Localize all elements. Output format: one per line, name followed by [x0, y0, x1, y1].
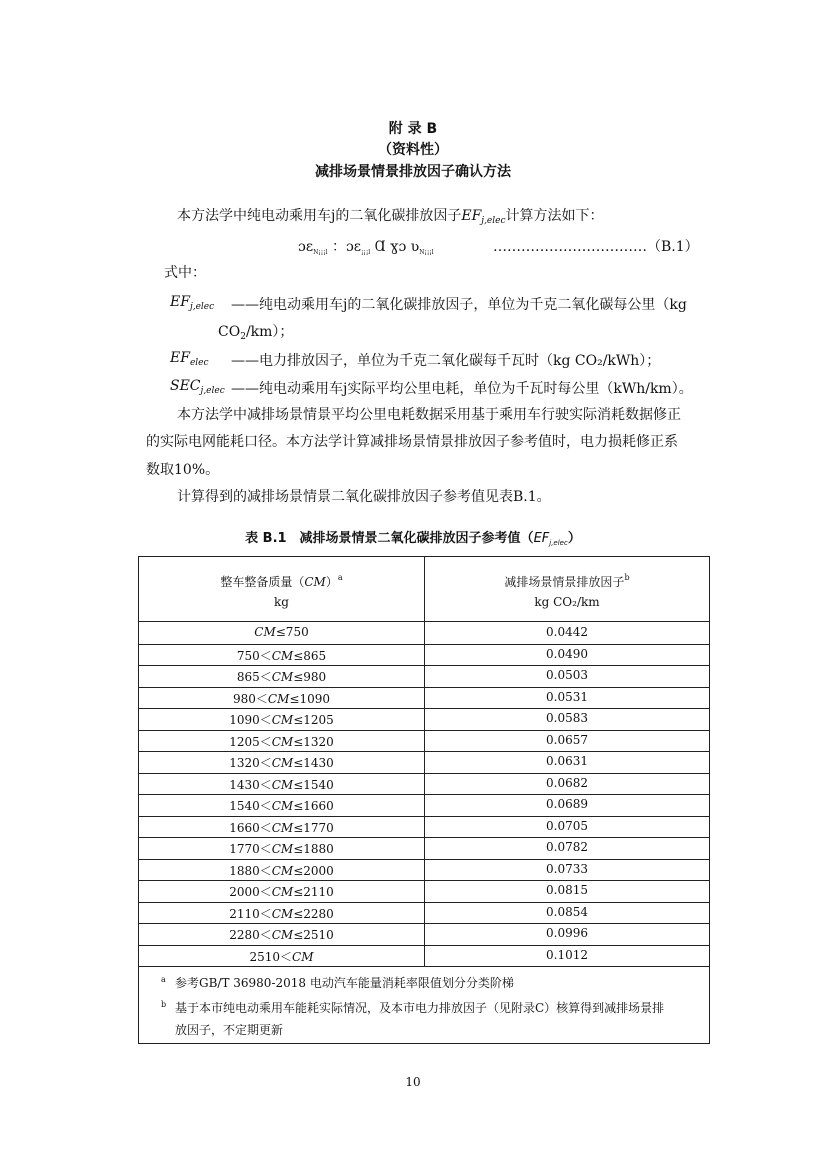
- range-symbol: CM: [271, 756, 294, 770]
- range-upper: ≤1540: [293, 777, 334, 792]
- mass-range-cell: [139, 883, 424, 900]
- table-row: [139, 665, 709, 687]
- range-symbol: CM: [271, 713, 294, 727]
- mass-range-cell: [139, 926, 424, 943]
- footnote-marker: a: [161, 975, 166, 984]
- range-symbol: CM: [271, 799, 294, 813]
- mass-range-cell: [139, 690, 424, 707]
- emission-factor-cell: 0.0705: [546, 818, 588, 833]
- mass-range-cell: [139, 862, 424, 879]
- where-label: 式中：: [164, 265, 206, 281]
- table-row: [139, 837, 709, 859]
- range-lower: 1540＜: [229, 799, 272, 813]
- mass-range-cell: [139, 776, 424, 793]
- table-row: [139, 859, 709, 881]
- emission-factor-cell: 0.0854: [546, 904, 588, 919]
- table-row: [139, 794, 709, 816]
- range-upper: ≤1090: [289, 691, 330, 706]
- footnote-mark: b: [624, 573, 630, 582]
- table-row: [139, 622, 709, 644]
- table-row: [139, 708, 709, 730]
- range-symbol: CM: [271, 820, 294, 835]
- symbol-subscript: j,elec: [200, 386, 225, 396]
- range-upper: ≤2510: [293, 928, 334, 942]
- intro-symbol-subscript: j,elec: [481, 216, 506, 226]
- header-unit: kg CO₂/km: [534, 595, 600, 609]
- range-upper: ≤2280: [293, 906, 334, 921]
- emission-factor-cell: 0.0490: [546, 646, 588, 661]
- symbol-subscript: j,elec: [189, 302, 215, 312]
- header-unit: kg: [274, 595, 289, 609]
- range-upper: ≤1430: [293, 756, 334, 770]
- range-lower: 1430＜: [229, 777, 272, 792]
- footnote-a: [161, 973, 514, 993]
- paragraph-2-line-3: 数取10%。: [146, 462, 220, 478]
- emission-factor-cell: 0.0689: [546, 797, 588, 811]
- range-symbol: CM: [271, 734, 294, 749]
- formula-b1: [298, 236, 434, 256]
- mass-range-cell: [139, 711, 424, 728]
- symbol: SEC: [170, 378, 201, 394]
- table-caption: [0, 527, 826, 547]
- header-label: 整车整备质量（: [220, 575, 305, 589]
- mass-range-cell: [139, 905, 424, 922]
- emission-factor-cell: 0.0815: [546, 883, 588, 897]
- definition-text-sec-j-elec: ——纯电动乘用车j实际平均公里电耗，单位为千瓦时每公里（kWh/km）。: [231, 381, 693, 397]
- mass-range-cell: [139, 840, 424, 857]
- range-upper: ≤980: [293, 670, 327, 684]
- paragraph-3: 计算得到的减排场景情景二氧化碳排放因子参考值见表B.1。: [177, 489, 551, 505]
- table-row: [139, 923, 709, 945]
- range-symbol: CM: [271, 842, 294, 856]
- range-lower: 2510＜: [249, 949, 293, 964]
- footnote-text: 基于本市纯电动乘用车能耗实际情况，及本市电力排放因子（见附录C）核算得到减排场景排: [175, 1001, 665, 1015]
- range-symbol: CM: [254, 625, 276, 639]
- range-lower: 1090＜: [229, 713, 272, 727]
- range-lower: 2110＜: [229, 906, 272, 921]
- range-symbol: CM: [271, 777, 294, 792]
- header-label: 减排场景情景排放因子: [504, 575, 625, 589]
- emission-factor-cell: 0.0503: [546, 668, 588, 682]
- intro-symbol: EF: [461, 208, 482, 224]
- range-symbol: CM: [271, 670, 294, 684]
- mass-range-cell: [139, 797, 424, 814]
- range-symbol: CM: [267, 691, 290, 706]
- unit-text: CO: [218, 324, 241, 340]
- intro-text-end: 计算方法如下：: [505, 208, 604, 224]
- table-row: [139, 880, 709, 902]
- range-lower: 1770＜: [229, 842, 272, 856]
- emission-factor-cell: 0.0657: [546, 732, 588, 747]
- symbol-subscript: elec: [189, 358, 209, 368]
- mass-range-cell: [139, 754, 424, 771]
- formula-sub: N¡¡¡l: [313, 249, 328, 256]
- table-row: [139, 730, 709, 752]
- table-row: [139, 773, 709, 795]
- table-row: [139, 816, 709, 838]
- range-lower: 750＜: [236, 648, 272, 663]
- range-upper: ≤1205: [293, 713, 334, 727]
- intro-paragraph: [177, 206, 604, 231]
- header-cell-curb-mass: [139, 557, 424, 621]
- emission-factor-cell: 0.0733: [546, 861, 588, 876]
- definition-text-ef-elec: ——电力排放因子，单位为千克二氧化碳每千瓦时（kg CO₂/kWh）；: [231, 353, 661, 369]
- appendix-label: 附 录 B: [388, 121, 438, 137]
- caption-text: 表 B.1 减排场景情景二氧化碳排放因子参考值（: [245, 531, 534, 546]
- caption-text-end: ）: [567, 531, 581, 546]
- table-row: [139, 644, 709, 666]
- range-upper: ≤1880: [293, 842, 334, 856]
- formula-part: ：ɔɛ: [327, 239, 362, 255]
- definition-symbol-ef-elec: [170, 350, 209, 368]
- unit-text-end: /km）；: [245, 324, 294, 340]
- range-lower: 1880＜: [229, 863, 272, 878]
- emission-factor-cell: 0.0583: [546, 711, 588, 725]
- range-lower: 1320＜: [229, 756, 272, 770]
- range-symbol: CM: [271, 648, 294, 663]
- range-lower: 980＜: [233, 691, 268, 706]
- definition-symbol-sec-j-elec: [170, 378, 225, 396]
- emission-factor-cell: 0.0631: [546, 754, 588, 768]
- appendix-nature: （资料性）: [378, 142, 448, 158]
- header-label-end: ）: [325, 575, 338, 589]
- range-symbol: CM: [292, 949, 314, 964]
- mass-range-cell: [139, 625, 424, 639]
- paragraph-2-line-2: 的实际电网能耗口径。本方法学计算减排场景情景排放因子参考值时，电力损耗修正系: [146, 434, 678, 450]
- table-row: [139, 751, 709, 773]
- emission-factor-cell: 0.0531: [546, 689, 588, 704]
- range-upper: ≤1660: [293, 799, 334, 813]
- caption-symbol-subscript: j,elec: [549, 539, 568, 547]
- caption-symbol: EF: [533, 531, 550, 546]
- definition-symbol-ef-j-elec: [170, 294, 214, 312]
- emission-factor-cell: 0.0442: [546, 625, 588, 639]
- symbol: EF: [170, 294, 190, 310]
- range-upper: ≤2110: [293, 885, 334, 899]
- emission-factor-cell: 0.0782: [546, 840, 588, 854]
- range-upper: ≤865: [293, 648, 327, 663]
- range-upper: ≤750: [275, 625, 309, 639]
- formula-number: ……………………………（B.1）: [493, 239, 699, 255]
- range-lower: 2280＜: [229, 928, 272, 942]
- symbol: EF: [170, 350, 190, 366]
- formula-part: ɔɛ: [298, 239, 314, 255]
- table-row: [139, 945, 709, 967]
- emission-factor-table: [138, 556, 710, 1044]
- range-symbol: CM: [271, 906, 294, 921]
- range-lower: 865＜: [236, 670, 272, 684]
- mass-range-cell: [139, 733, 424, 750]
- footnote-mark: a: [337, 573, 343, 582]
- range-lower: 1660＜: [229, 820, 272, 835]
- range-symbol: CM: [271, 863, 294, 878]
- footnote-text: 参考GB/T 36980-2018 电动汽车能量消耗率限值划分分类阶梯: [175, 976, 514, 990]
- range-upper: ≤1770: [293, 820, 334, 835]
- header-symbol: CM: [304, 575, 326, 589]
- mass-range-cell: [139, 647, 424, 664]
- mass-range-cell: [139, 819, 424, 836]
- intro-text: 本方法学中纯电动乘用车j的二氧化碳排放因子: [177, 208, 462, 224]
- definition-text-ef-j-elec: ——纯电动乘用车j的二氧化碳排放因子，单位为千克二氧化碳每公里（kg: [231, 297, 687, 313]
- page-number: 10: [405, 1075, 421, 1089]
- range-upper: ≤2000: [293, 863, 334, 878]
- emission-factor-cell: 0.1012: [546, 947, 588, 962]
- mass-range-cell: [139, 948, 424, 965]
- formula-sub: ¡¡¡l: [361, 249, 371, 256]
- header-cell-emission-factor: [425, 557, 709, 621]
- footnote-b-continued: 放因子，不定期更新: [175, 1023, 284, 1037]
- appendix-title: 减排场景情景排放因子确认方法: [315, 164, 511, 180]
- mass-range-cell: [139, 668, 424, 685]
- definition-text-continuation: [218, 321, 293, 342]
- unit-subscript: 2: [240, 332, 246, 342]
- paragraph-2-line-1: 本方法学中减排场景情景平均公里电耗数据采用基于乘用车行驶实际消耗数据修正: [177, 407, 681, 423]
- range-upper: ≤1320: [293, 734, 334, 749]
- range-symbol: CM: [271, 928, 294, 942]
- range-symbol: CM: [271, 885, 294, 899]
- header-text: [139, 568, 424, 592]
- formula-sub: N¡¡¡l: [419, 249, 434, 256]
- header-text: [425, 568, 709, 592]
- formula-part: Ɑ ɣɔ ʋ: [370, 239, 420, 255]
- table-row: [139, 687, 709, 709]
- emission-factor-cell: 0.0682: [546, 775, 588, 790]
- table-row: [139, 902, 709, 924]
- footnote-b: [161, 998, 665, 1018]
- range-lower: 1205＜: [229, 734, 272, 749]
- range-lower: 2000＜: [229, 885, 272, 899]
- footnote-divider: [139, 966, 709, 967]
- footnote-marker: b: [161, 1000, 167, 1009]
- emission-factor-cell: 0.0996: [546, 926, 588, 940]
